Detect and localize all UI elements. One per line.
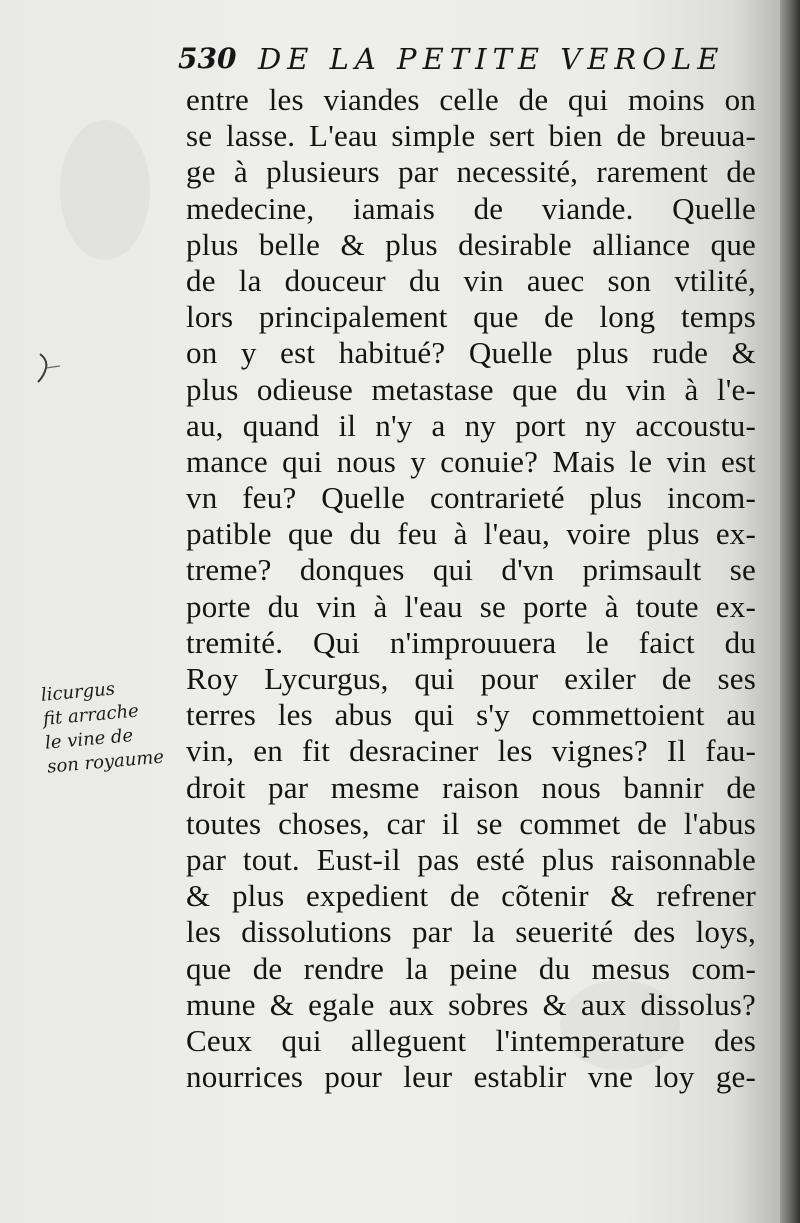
text-line: vin, en fit desraciner les vignes? Il fau-: [186, 733, 756, 769]
margin-bracket-mark: [34, 350, 62, 386]
text-line: Roy Lycurgus, qui pour exiler de ses: [186, 661, 756, 696]
text-line: plus belle & plus desirable alliance que: [186, 226, 756, 262]
marginal-note: [40, 671, 198, 780]
page-number: 530: [178, 42, 237, 75]
text-line: au, quand il n'y a ny port ny accoustu-: [186, 407, 756, 443]
text-line: que de rendre la peine du mesus com-: [186, 950, 756, 986]
book-binding-edge: [780, 0, 800, 1223]
running-title: DE LA PETITE VEROLE: [258, 42, 725, 76]
text-line: mance qui nous y conuie? Mais le vin est: [186, 443, 756, 479]
text-line: mune & egale aux sobres & aux dissolus?: [186, 986, 756, 1022]
text-line: medecine, iamais de viande. Quelle: [186, 190, 756, 226]
text-line: Ceux qui alleguent l'intemperature des: [186, 1022, 756, 1058]
text-line: nourrices pour leur establir vne loy ge-: [186, 1059, 756, 1095]
text-line: par tout. Eust-il pas esté plus raisonnable: [186, 841, 756, 877]
text-line: vn feu? Quelle contrarieté plus incom-: [186, 480, 756, 516]
text-line: plus odieuse metastase que du vin à l'e-: [186, 371, 756, 407]
text-line: droit par mesme raison nous bannir de: [186, 769, 756, 805]
marginal-note-line: son royaume: [46, 746, 165, 778]
running-header: [178, 38, 738, 84]
marginal-note-line: fit arrache: [42, 700, 140, 730]
text-line: tremité. Qui n'improuuera le faict du: [186, 624, 756, 660]
text-line: porte du vin à l'eau se porte à toute ex-: [186, 588, 756, 624]
body-text: [186, 82, 756, 1095]
marginal-note-line: le vine de: [44, 725, 134, 754]
text-line: treme? donques qui d'vn primsault se: [186, 552, 756, 588]
text-line: & plus expedient de cõtenir & refrener: [186, 878, 756, 914]
text-line: on y est habitué? Quelle plus rude &: [186, 335, 756, 371]
marginal-note-line: licurgus: [40, 678, 116, 706]
text-line: patible que du feu à l'eau, voire plus ex-: [186, 516, 756, 552]
paper-stain: [60, 120, 150, 260]
text-line: ge à plusieurs par necessité, rarement de: [186, 154, 756, 190]
text-line: lors principalement que de long temps: [186, 299, 756, 335]
text-line: entre les viandes celle de qui moins on: [186, 82, 756, 117]
text-line: terres les abus qui s'y commettoient au: [186, 697, 756, 733]
text-line: de la douceur du vin auec son vtilité,: [186, 262, 756, 298]
text-line: les dissolutions par la seuerité des loys,: [186, 914, 756, 950]
text-line: toutes choses, car il se commet de l'abus: [186, 805, 756, 841]
text-line: se lasse. L'eau simple sert bien de breuua-: [186, 118, 756, 154]
